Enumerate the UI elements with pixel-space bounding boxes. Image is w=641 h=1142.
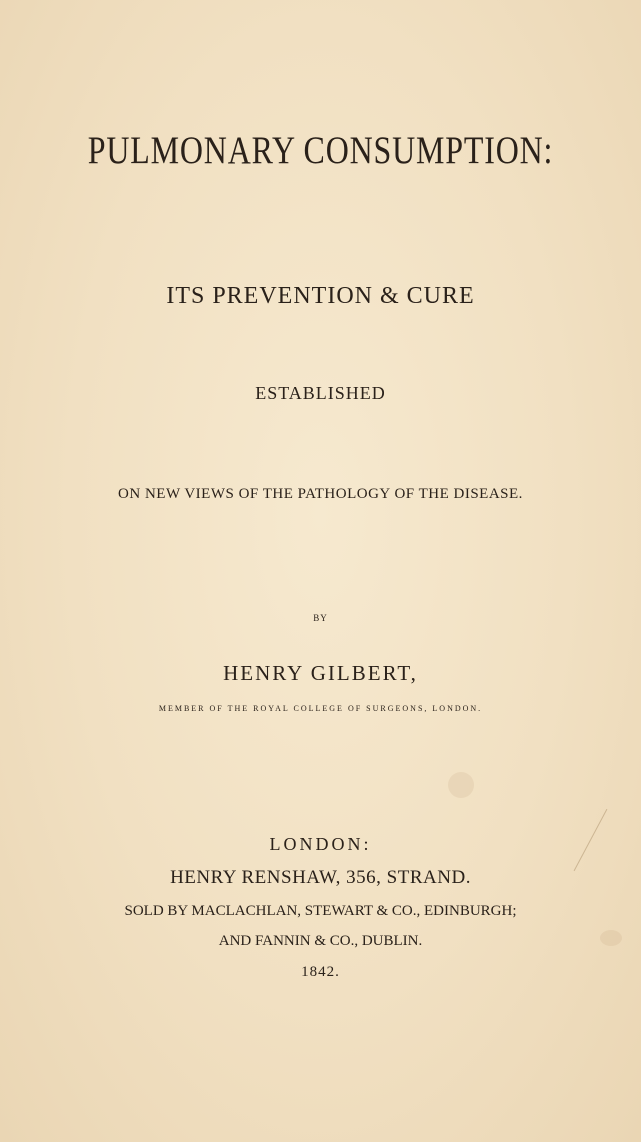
imprint-dublin: AND FANNIN & CO., DUBLIN.	[218, 933, 423, 949]
imprint-year: 1842.	[301, 964, 340, 980]
book-title: PULMONARY CONSUMPTION:	[87, 129, 554, 172]
by-line: BY	[313, 613, 328, 623]
views-line: ON NEW VIEWS OF THE PATHOLOGY OF THE DISEASE.	[118, 486, 523, 502]
imprint-publisher: HENRY RENSHAW, 356, STRAND.	[170, 867, 471, 888]
imprint-city: LONDON:	[269, 834, 372, 854]
established-line: ESTABLISHED	[255, 383, 386, 403]
author-name: HENRY GILBERT,	[223, 661, 418, 685]
author-affiliation: MEMBER OF THE ROYAL COLLEGE OF SURGEONS, LONDON.	[158, 704, 483, 713]
paper-stain	[448, 772, 474, 798]
book-subtitle: ITS PREVENTION & CURE	[166, 283, 475, 309]
imprint-sold-by: SOLD BY MACLACHLAN, STEWART & CO., EDINBURGH;	[124, 903, 517, 919]
